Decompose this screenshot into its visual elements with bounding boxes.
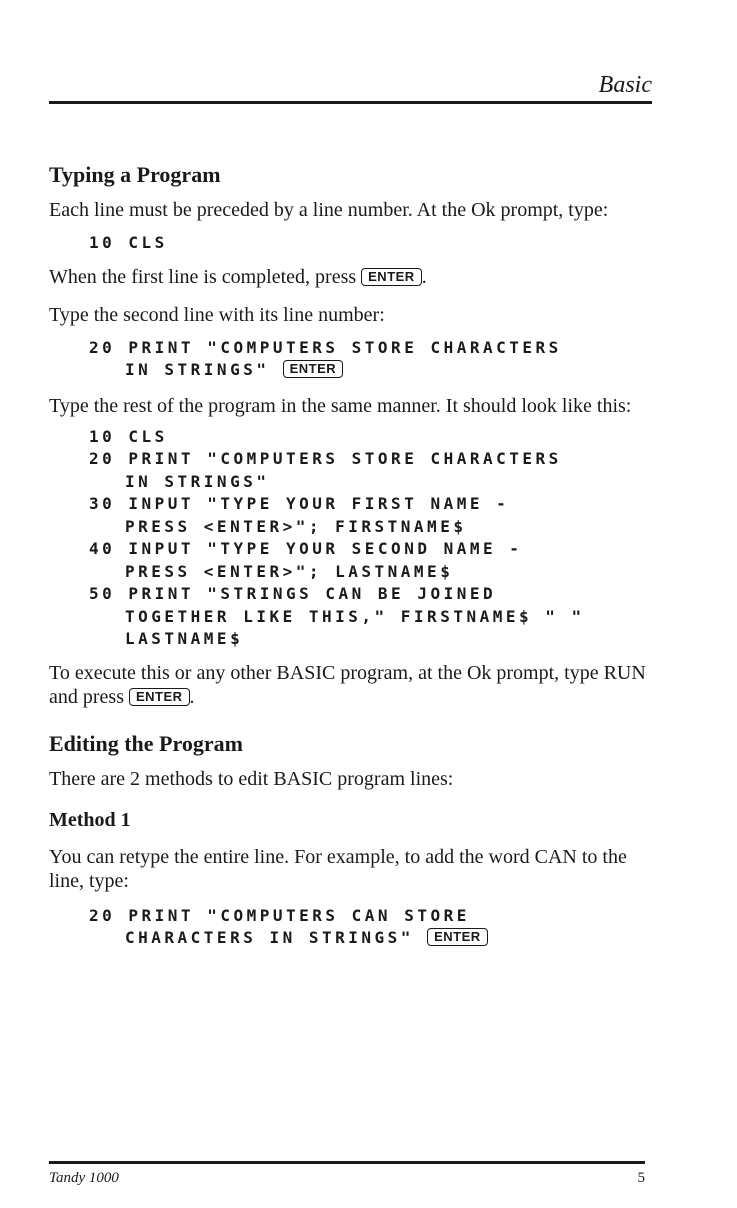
code-block-cls (89, 232, 652, 255)
paragraph-line-number: Each line must be preceded by a line number. At the Ok prompt, type: (49, 199, 609, 221)
paragraph-rest: Type the rest of the program in the same manner. It should look like this: (49, 394, 632, 417)
paragraph-execute (49, 661, 652, 709)
paragraph-first-line (49, 265, 652, 289)
paragraph-period: . (189, 685, 195, 708)
enter-key-icon: ENTER (129, 688, 190, 706)
code-text: IN STRINGS" (125, 360, 270, 379)
paragraph-retype: You can retype the entire line. For example, to add the word CAN to the line, type: (49, 845, 627, 892)
code-line: PRESS <ENTER>"; LASTNAME$ (125, 561, 454, 581)
code-block-edit (89, 905, 652, 950)
header-rule (49, 101, 652, 104)
code-line: 10 CLS (89, 426, 168, 446)
code-text: CHARACTERS IN STRINGS" (125, 928, 414, 947)
enter-key-icon: ENTER (361, 268, 422, 286)
code-line: 40 INPUT "TYPE YOUR SECOND NAME - (89, 539, 523, 558)
paragraph-second-line: Type the second line with its line number: (49, 303, 385, 326)
code-line (89, 927, 652, 950)
footer-rule (49, 1161, 645, 1164)
code-line: 10 CLS (89, 233, 168, 252)
paragraph-text: To execute this or any other BASIC program, at the Ok prompt, type RUN and press (49, 661, 646, 708)
running-header: Basic (598, 72, 652, 98)
paragraph-methods: There are 2 methods to edit BASIC program lines: (49, 767, 454, 790)
paragraph-period: . (421, 265, 427, 288)
code-line: 20 PRINT "COMPUTERS CAN STORE (89, 905, 470, 925)
section-heading-typing: Typing a Program (49, 162, 221, 187)
code-line: LASTNAME$ (125, 629, 244, 648)
code-line: 50 PRINT "STRINGS CAN BE JOINED (89, 584, 497, 603)
code-line: 20 PRINT "COMPUTERS STORE CHARACTERS (89, 337, 562, 357)
code-line: IN STRINGS" (125, 471, 270, 491)
code-line: TOGETHER LIKE THIS," FIRSTNAME$ " " (125, 606, 585, 626)
section-heading-editing: Editing the Program (49, 730, 243, 756)
page-number: 5 (637, 1170, 645, 1186)
code-line: 20 PRINT "COMPUTERS STORE CHARACTERS (89, 449, 562, 468)
code-line: 30 INPUT "TYPE YOUR FIRST NAME - (89, 494, 510, 513)
code-block-program (89, 426, 652, 651)
paragraph-text: When the first line is completed, press (49, 265, 357, 288)
code-line: PRESS <ENTER>"; FIRSTNAME$ (125, 516, 467, 536)
page-content (49, 160, 652, 950)
footer-book-title: Tandy 1000 (49, 1170, 119, 1186)
enter-key-icon: ENTER (427, 928, 488, 946)
code-line (89, 359, 652, 382)
subheading-method-1: Method 1 (49, 808, 131, 831)
code-block-print (89, 337, 652, 382)
enter-key-icon: ENTER (283, 360, 344, 378)
